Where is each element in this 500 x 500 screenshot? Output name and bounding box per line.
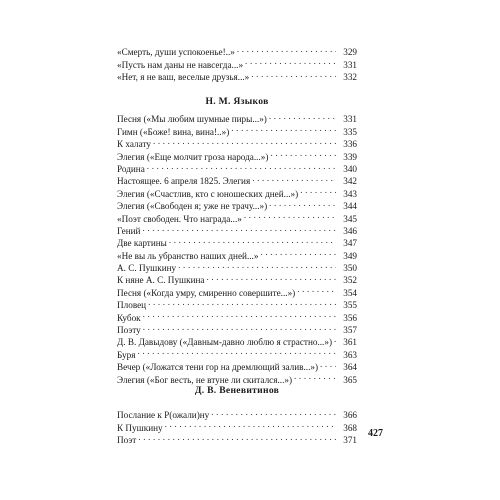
toc-entry	[117, 333, 357, 348]
dot-leader	[297, 283, 336, 295]
entry-page-number: 329	[343, 47, 357, 58]
entry-title: Послание к Р(ожали)ну	[117, 410, 210, 421]
toc-entry	[117, 321, 357, 336]
toc-entry	[117, 308, 357, 323]
toc-entry	[117, 43, 357, 58]
toc-entry	[117, 110, 357, 125]
entry-title: «Не вы ль убранство наших дней...»	[117, 250, 259, 261]
entry-page-number: 332	[343, 72, 357, 83]
dot-leader	[142, 222, 336, 234]
entry-title: «Смерть, души успокоенье!..»	[117, 47, 235, 58]
dot-leader	[269, 197, 336, 209]
dot-leader	[252, 172, 336, 184]
entry-page-number: 363	[343, 349, 357, 360]
entry-page-number: 357	[343, 325, 357, 336]
entry-title: К халату	[117, 139, 151, 150]
dot-leader	[211, 406, 336, 418]
entry-page-number: 336	[343, 139, 357, 150]
toc-entry	[117, 358, 357, 373]
dot-leader	[165, 418, 336, 430]
entry-title: Поэт	[117, 435, 137, 446]
dot-leader	[294, 370, 336, 382]
entry-page-number: 355	[343, 300, 357, 311]
entry-page-number: 371	[343, 435, 357, 446]
entry-title: Элегия («Счастлив, кто с юношеских дней...»)	[117, 188, 299, 199]
entry-page-number: 365	[343, 374, 357, 385]
dot-leader	[148, 296, 336, 308]
entry-page-number: 343	[343, 188, 357, 199]
dot-leader	[138, 431, 336, 443]
toc-list-previous-author	[117, 43, 357, 83]
dot-leader	[300, 184, 336, 196]
entry-title: Пловец	[117, 300, 147, 311]
entry-page-number: 340	[343, 163, 357, 174]
entry-title: Родина	[117, 163, 145, 174]
entry-title: А. С. Пушкину	[117, 263, 177, 274]
entry-title: Вечер («Ложатся тени гор на дремлющий залив...»)	[117, 362, 319, 373]
dot-leader	[143, 308, 336, 320]
entry-page-number: 339	[343, 151, 357, 162]
dot-leader	[169, 234, 336, 246]
entry-page-number: 347	[343, 238, 357, 249]
dot-leader	[237, 43, 336, 55]
entry-page-number: 361	[343, 337, 357, 348]
section-heading-yazykov: Н. М. Языков	[205, 96, 269, 107]
toc-entry	[117, 406, 357, 421]
entry-title: Д. В. Давыдову («Давным-давно люблю я страстно...»)	[117, 337, 333, 348]
dot-leader	[207, 271, 337, 283]
toc-entry	[117, 296, 357, 311]
entry-title: Поэту	[117, 325, 141, 336]
entry-title: К Пушкину	[117, 422, 163, 433]
entry-title: Элегия («Еще молчит гроза народа...»)	[117, 151, 269, 162]
dot-leader	[143, 321, 336, 333]
entry-page-number: 331	[343, 114, 357, 125]
entry-title: Настоящее. 6 апреля 1825. Элегия	[117, 176, 251, 187]
entry-page-number: 342	[343, 176, 357, 187]
entry-title: «Пусть нам даны не навсегда...»	[117, 59, 244, 70]
entry-page-number: 346	[343, 225, 357, 236]
dot-leader	[260, 246, 336, 258]
entry-page-number: 350	[343, 263, 357, 274]
entry-page-number: 366	[343, 410, 357, 421]
entry-title: Элегия («Бог весть, не втуне ли скитался...»)	[117, 374, 293, 385]
entry-title: Гений	[117, 225, 141, 236]
entry-page-number: 335	[343, 126, 357, 137]
dot-leader	[334, 333, 336, 345]
toc-entry	[117, 222, 357, 234]
entry-title: Кубок	[117, 312, 141, 323]
dot-leader	[231, 122, 336, 134]
entry-page-number: 356	[343, 312, 357, 323]
entry-title: К няне А. С. Пушкина	[117, 275, 205, 286]
entry-page-number: 364	[343, 362, 357, 373]
dot-leader	[147, 160, 336, 172]
entry-page-number: 345	[343, 213, 357, 224]
entry-page-number: 352	[343, 275, 357, 286]
toc-list-yazykov	[117, 110, 357, 383]
toc-entry	[117, 234, 357, 249]
entry-page-number: 354	[343, 287, 357, 298]
entry-page-number: 368	[343, 422, 357, 433]
toc-entry	[117, 345, 357, 360]
section-heading-venevitinov: Д. В. Веневитинов	[194, 385, 280, 396]
dot-leader	[270, 147, 336, 159]
dot-leader	[245, 55, 336, 67]
entry-title: Элегия («Свободен я; уже не трачу...»)	[117, 201, 268, 212]
toc-entry	[117, 160, 357, 172]
entry-title: Две картины	[117, 238, 167, 249]
toc-entry	[117, 172, 357, 187]
page-number: 427	[368, 428, 383, 439]
dot-leader	[244, 209, 336, 221]
toc-list-venevitinov	[117, 406, 357, 446]
dot-leader	[320, 358, 336, 370]
dot-leader	[178, 259, 336, 271]
entry-title: Песня («Мы любим шумные пиры...»)	[117, 114, 267, 125]
toc-entry	[117, 135, 357, 150]
toc-entry	[117, 147, 357, 162]
dot-leader	[251, 68, 336, 80]
entry-title: «Поэт свободен. Что награда...»	[117, 213, 242, 224]
entry-page-number: 331	[343, 59, 357, 70]
entry-title: Песня («Когда умру, смиренно совершите...»)	[117, 287, 296, 298]
entry-page-number: 349	[343, 250, 357, 261]
dot-leader	[137, 345, 336, 357]
entry-page-number: 344	[343, 201, 357, 212]
dot-leader	[269, 110, 336, 122]
entry-title: Гимн («Боже! вина, вина!..»)	[117, 126, 230, 137]
toc-entry	[117, 431, 357, 446]
entry-title: «Нет, я не ваш, веселые друзья...»	[117, 72, 250, 83]
entry-title: Буря	[117, 349, 136, 360]
dot-leader	[153, 135, 336, 147]
